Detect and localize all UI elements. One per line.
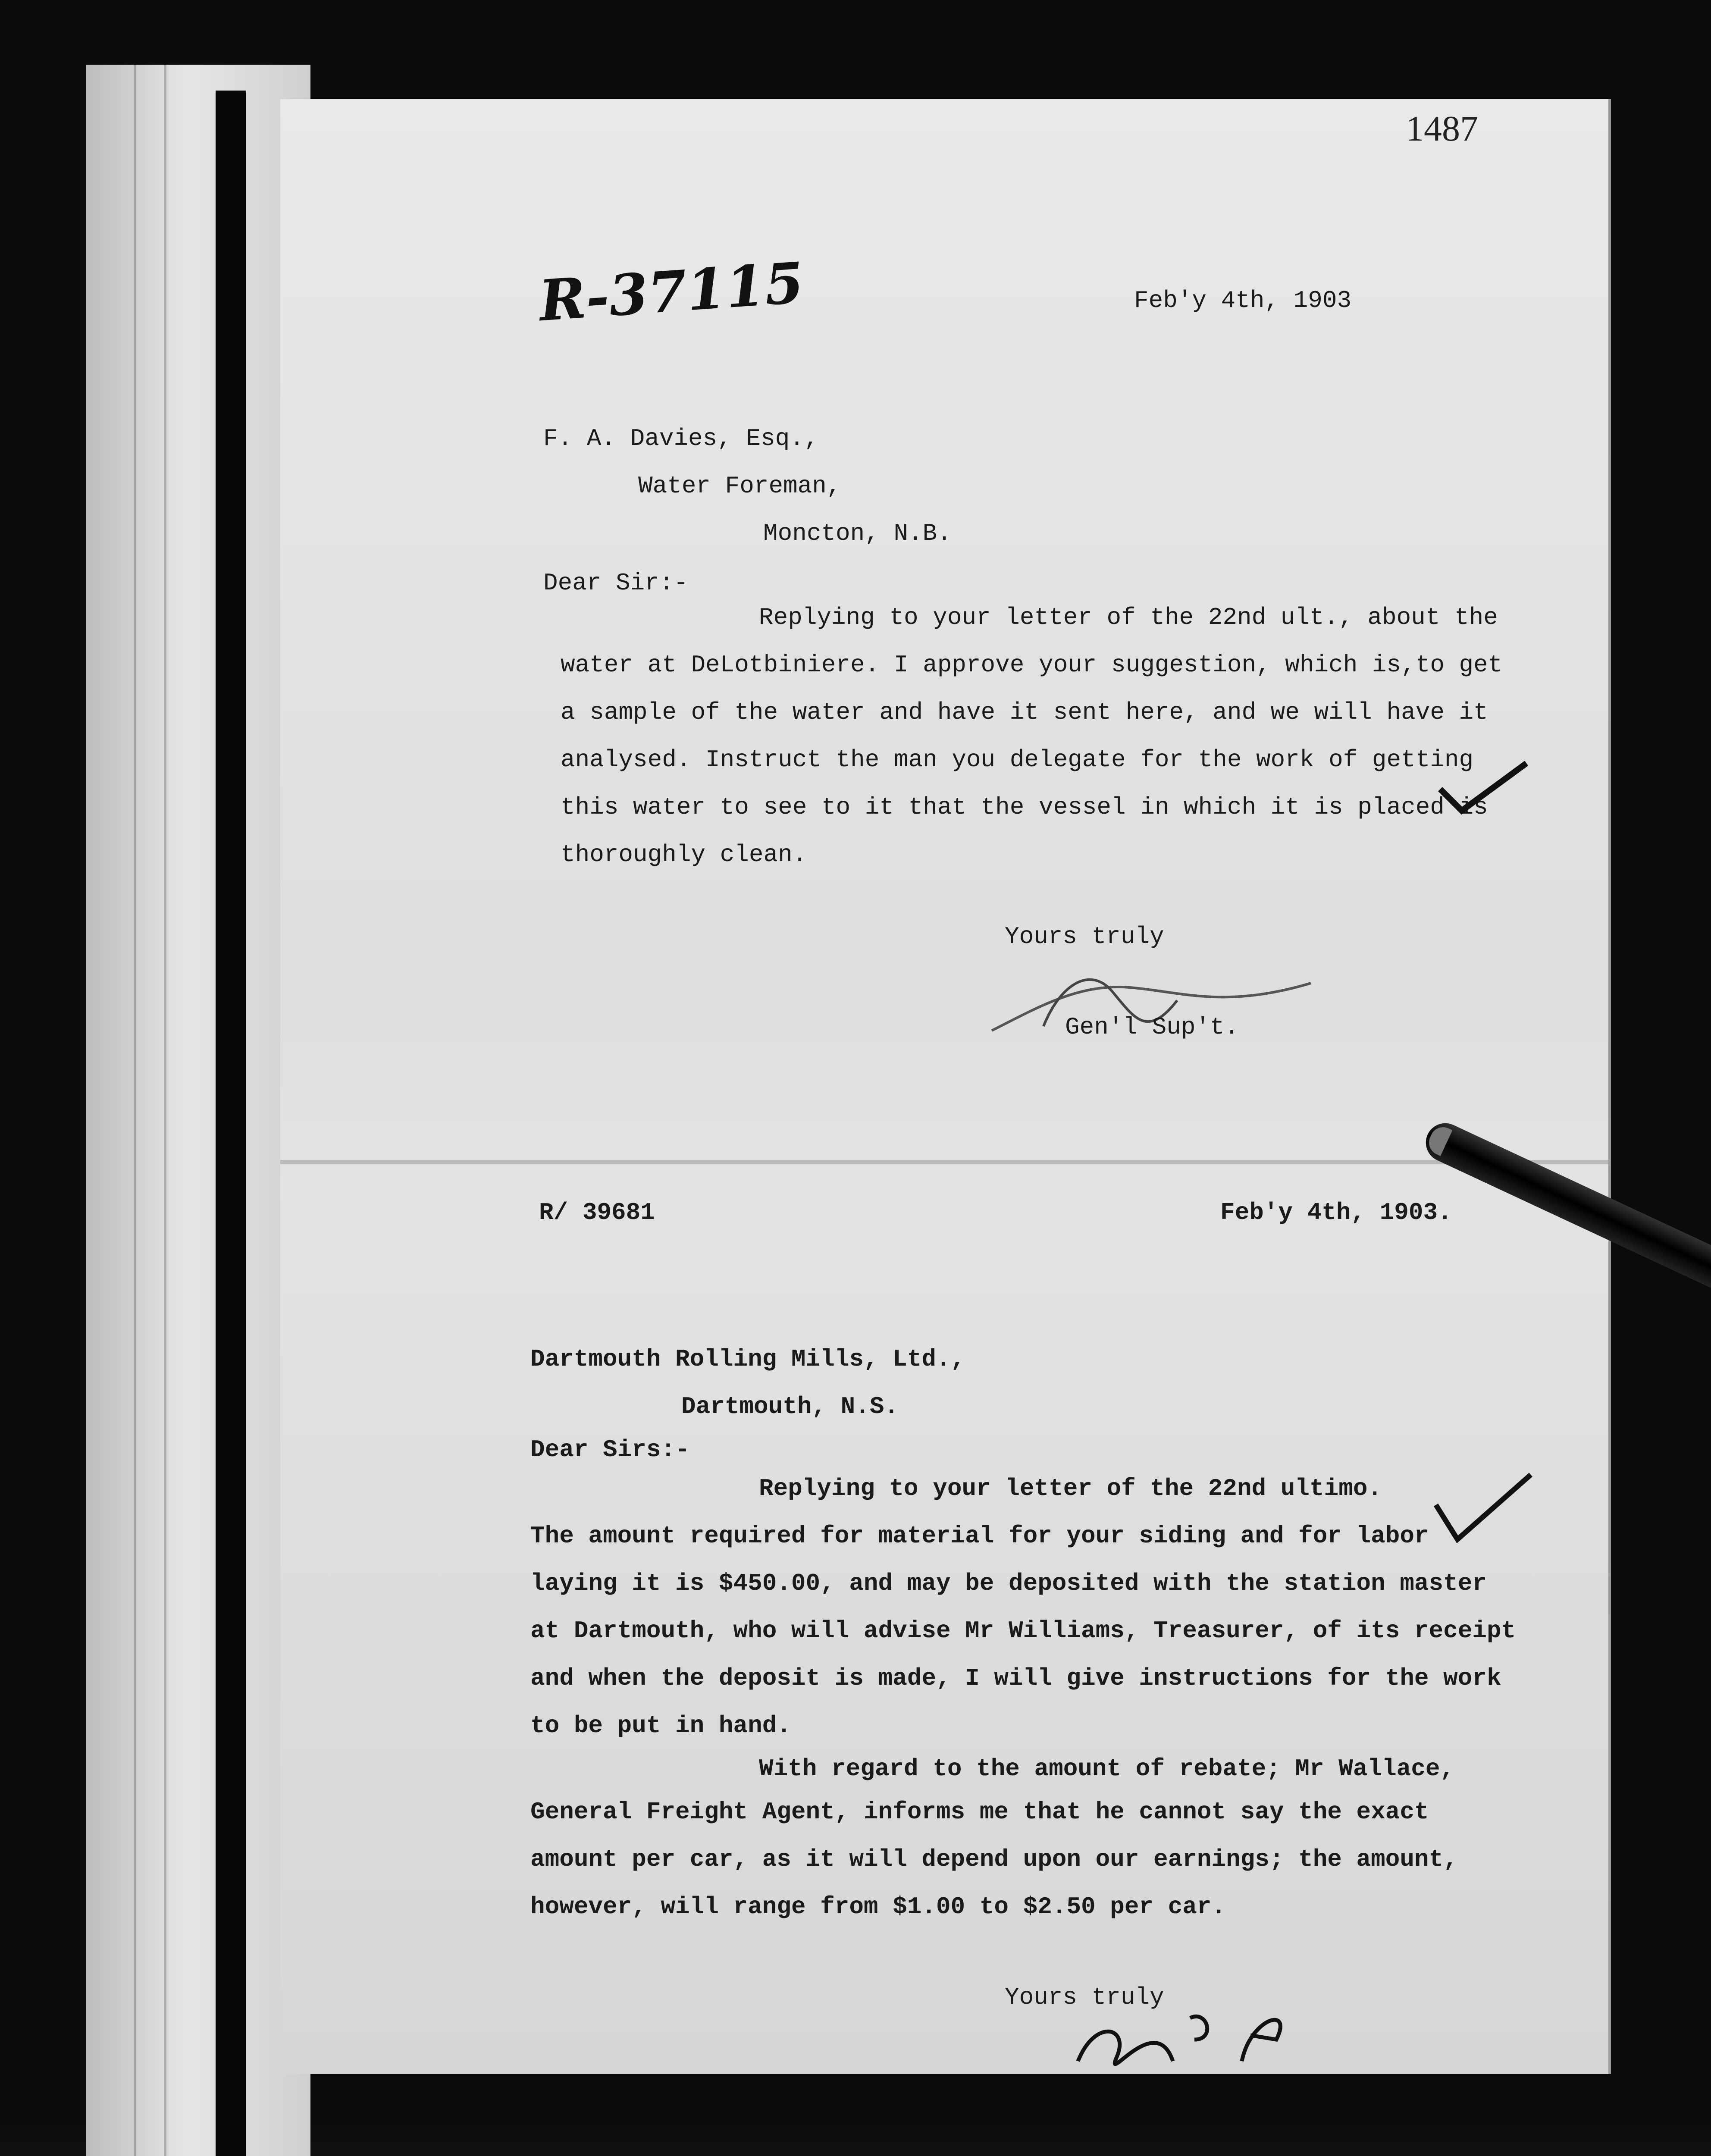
binding-spine bbox=[216, 91, 246, 2156]
letter1-recipient: F. A. Davies, Esq., bbox=[543, 425, 819, 452]
letter1-body-line: a sample of the water and have it sent here, and we will have it bbox=[561, 699, 1488, 726]
letter2-body-line: laying it is $450.00, and may be deposited with the station master bbox=[530, 1570, 1487, 1597]
page-crease bbox=[134, 65, 136, 2156]
letter2-body-line: however, will range from $1.00 to $2.50 per car. bbox=[530, 1893, 1226, 1921]
letter2-body-line: at Dartmouth, who will advise Mr Williams, Treasurer, of its receipt bbox=[530, 1617, 1516, 1645]
letter2-salutation: Dear Sirs:- bbox=[530, 1436, 690, 1463]
letter1-body-line: Replying to your letter of the 22nd ult., about the bbox=[759, 604, 1498, 631]
letter1-body-line: this water to see to it that the vessel in which it is placed is bbox=[561, 793, 1488, 821]
letter2-signature bbox=[1069, 1992, 1328, 2078]
letter1-place: Moncton, N.B. bbox=[763, 520, 952, 547]
letter2-body-line: amount per car, as it will depend upon our earnings; the amount, bbox=[530, 1846, 1458, 1873]
letter2-ref: R/ 39681 bbox=[539, 1199, 655, 1226]
page-fold bbox=[280, 1160, 1608, 1164]
letter1-body-line: water at DeLotbiniere. I approve your suggestion, which is,to get bbox=[561, 651, 1503, 679]
letter2-body-line: General Freight Agent, informs me that he cannot say the exact bbox=[530, 1798, 1429, 1826]
letter1-closing: Yours truly bbox=[1005, 923, 1164, 950]
letter2-closing: Yours truly bbox=[1005, 1984, 1164, 2011]
letter2-body-line: and when the deposit is made, I will give instructions for the work bbox=[530, 1664, 1501, 1692]
letter1-salutation: Dear Sir:- bbox=[543, 569, 689, 597]
letter2-date: Feb'y 4th, 1903. bbox=[1220, 1199, 1452, 1226]
letter1-date: Feb'y 4th, 1903 bbox=[1134, 287, 1352, 314]
left-binding-page bbox=[86, 65, 310, 2156]
letter2-place: Dartmouth, N.S. bbox=[681, 1393, 899, 1420]
letter2-recipient: Dartmouth Rolling Mills, Ltd., bbox=[530, 1345, 965, 1373]
checkmark-icon bbox=[1432, 1470, 1535, 1544]
letter2-body-line: With regard to the amount of rebate; Mr Wallace, bbox=[759, 1755, 1455, 1783]
letter2-body-line: to be put in hand. bbox=[530, 1712, 791, 1739]
letter1-body-line: thoroughly clean. bbox=[561, 841, 807, 868]
page-crease bbox=[164, 65, 166, 2156]
letter1-body-line: analysed. Instruct the man you delegate for the work of getting bbox=[561, 746, 1474, 774]
reference-stamp: R-37115 bbox=[537, 249, 806, 334]
letter2-body-line: The amount required for material for your siding and for labor bbox=[530, 1522, 1429, 1550]
letter1-title: Water Foreman, bbox=[638, 472, 841, 500]
letter2-body-line: Replying to your letter of the 22nd ultimo. bbox=[759, 1475, 1382, 1502]
page-number: 1487 bbox=[1406, 109, 1478, 149]
letter1-signature-title: Gen'l Sup't. bbox=[1065, 1013, 1239, 1041]
checkmark-icon bbox=[1436, 759, 1531, 819]
